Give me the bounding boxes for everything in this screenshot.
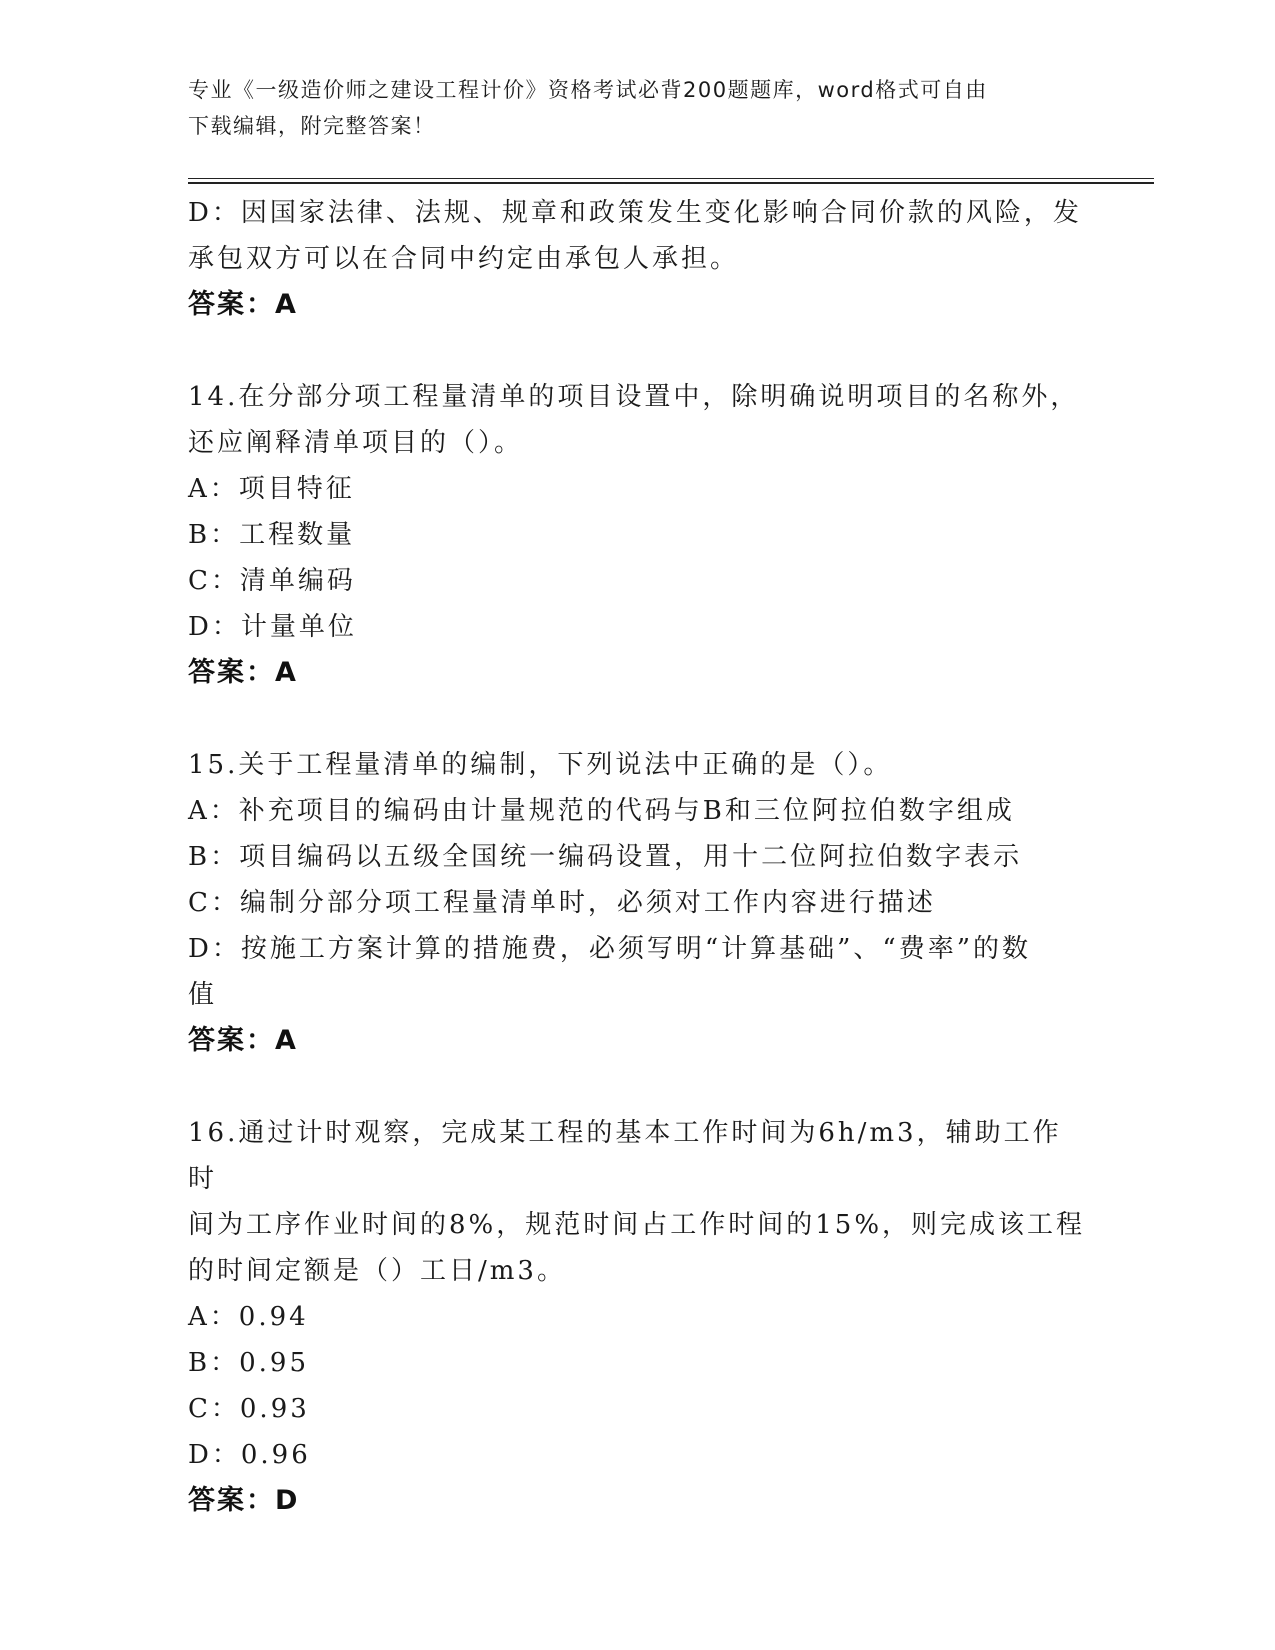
question-spacer — [188, 696, 1088, 742]
option-c: C：清单编码 — [188, 566, 356, 596]
question-stem: 15.关于工程量清单的编制，下列说法中正确的是（）。 — [188, 750, 893, 780]
option-b: B：项目编码以五级全国统一编码设置，用十二位阿拉伯数字表示 — [188, 842, 1023, 872]
question-14 — [188, 374, 1088, 696]
answer-line: 答案：A — [188, 1025, 298, 1056]
option-b: B：工程数量 — [188, 520, 356, 550]
option-c: C：编制分部分项工程量清单时，必须对工作内容进行描述 — [188, 888, 936, 918]
question-stem: 16.通过计时观察，完成某工程的基本工作时间为6h/m3，辅助工作时 — [188, 1118, 1062, 1194]
header-divider — [188, 178, 1154, 179]
option-d-continued: 值 — [188, 980, 218, 1010]
document-header — [188, 72, 1088, 144]
question-stem: 14.在分部分项工程量清单的项目设置中，除明确说明项目的名称外， — [188, 382, 1080, 412]
option-d: D：计量单位 — [188, 612, 357, 642]
question-stem-continued: 还应阐释清单项目的（）。 — [188, 428, 524, 458]
option-d-continued: 承包双方可以在合同中约定由承包人承担。 — [188, 244, 740, 274]
option-a: A：项目特征 — [188, 474, 355, 504]
question-stem-continued: 间为工序作业时间的8%，规范时间占工作时间的15%，则完成该工程 — [188, 1210, 1086, 1240]
answer-line: 答案：A — [188, 289, 298, 320]
question-list — [188, 190, 1088, 1524]
option-b: B：0.95 — [188, 1348, 309, 1378]
option-a: A：0.94 — [188, 1302, 309, 1332]
question-spacer — [188, 328, 1088, 374]
question-16 — [188, 1110, 1088, 1524]
answer-line: 答案：A — [188, 657, 298, 688]
question-stem-continued: 的时间定额是（）工日/m3。 — [188, 1256, 566, 1286]
header-divider-thick — [188, 182, 1154, 184]
option-d: D：因国家法律、法规、规章和政策发生变化影响合同价款的风险，发 — [188, 198, 1082, 228]
option-c: C：0.93 — [188, 1394, 310, 1424]
answer-line: 答案：D — [188, 1485, 300, 1516]
header-line-2: 下载编辑，附完整答案！ — [188, 114, 436, 138]
option-a: A：补充项目的编码由计量规范的代码与B和三位阿拉伯数字组成 — [188, 796, 1015, 826]
option-d: D：0.96 — [188, 1440, 311, 1470]
question-spacer — [188, 1064, 1088, 1110]
option-d: D：按施工方案计算的措施费，必须写明“计算基础”、“费率”的数 — [188, 934, 1032, 964]
header-line-1: 专业《一级造价师之建设工程计价》资格考试必背200题题库，word格式可自由 — [188, 78, 988, 102]
prev-question-tail — [188, 190, 1088, 328]
question-15 — [188, 742, 1088, 1064]
